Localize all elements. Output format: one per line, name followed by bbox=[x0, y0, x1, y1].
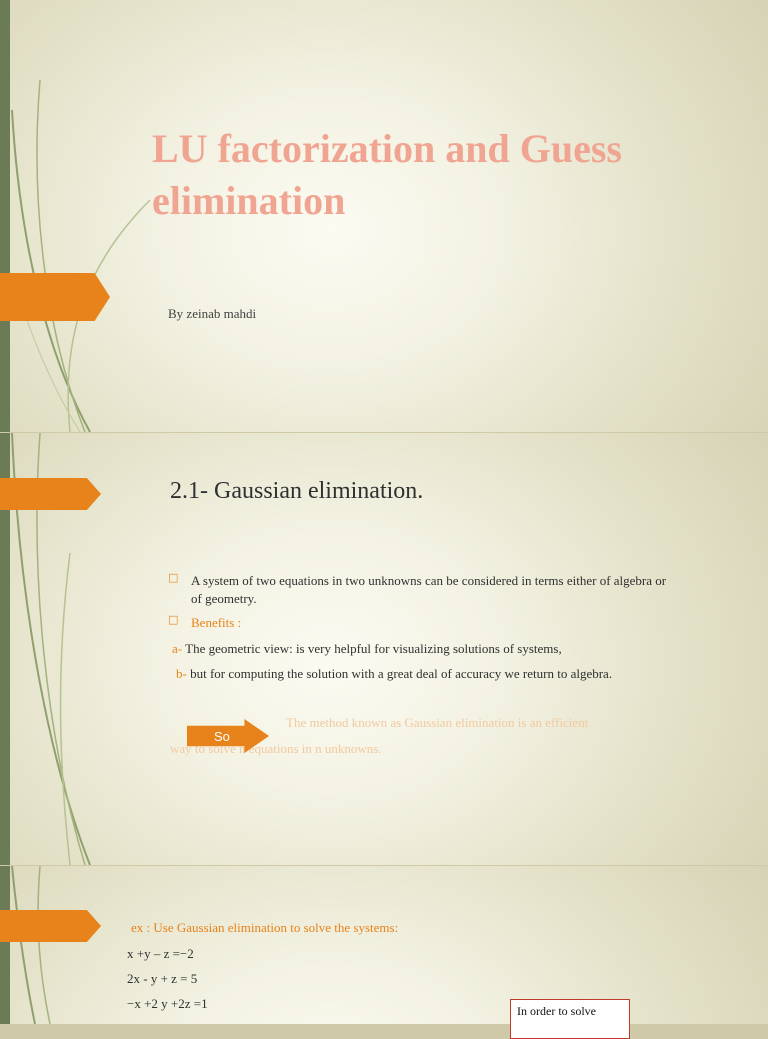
bullet-icon: □ bbox=[168, 571, 179, 584]
item-b-marker: b- bbox=[176, 666, 187, 681]
section-heading: 2.1- Gaussian elimination. bbox=[170, 478, 424, 504]
slide-title: LU factorization and Guess elimination bbox=[152, 126, 622, 223]
orange-arrow-tab bbox=[0, 910, 101, 942]
method-text-line-1: The method known as Gaussian elimination is an efficient bbox=[286, 715, 589, 730]
slide-1 bbox=[0, 0, 768, 432]
equation-3: −x +2 y +2z =1 bbox=[127, 996, 208, 1011]
item-a bbox=[172, 640, 562, 657]
item-b bbox=[176, 665, 612, 682]
so-arrow-shape bbox=[187, 719, 269, 753]
item-a-marker: a- bbox=[172, 641, 183, 656]
method-text-line-2: way to solve n equations in n unknowns. bbox=[170, 741, 382, 756]
slide-3 bbox=[0, 866, 768, 1024]
benefits-label: Benefits : bbox=[191, 615, 242, 630]
orange-arrow-tab bbox=[0, 273, 110, 321]
example-label: ex : Use Gaussian elimination to solve the systems: bbox=[131, 920, 399, 935]
bullet-1-line-2: of geometry. bbox=[191, 591, 257, 606]
equation-2: 2x - y + z = 5 bbox=[127, 971, 198, 986]
note-box-text: In order to solve bbox=[517, 1004, 596, 1018]
orange-arrow-tab bbox=[0, 478, 101, 510]
note-box bbox=[510, 999, 630, 1039]
equation-1: x +y – z =−2 bbox=[127, 946, 194, 961]
author-byline: By zeinab mahdi bbox=[168, 306, 257, 321]
bullet-1-line-1: A system of two equations in two unknowns can be considered in terms either of algebra or bbox=[191, 573, 667, 588]
item-a-text: The geometric view: is very helpful for visualizing solutions of systems, bbox=[182, 641, 562, 656]
so-label: So bbox=[214, 729, 230, 744]
item-b-text: but for computing the solution with a great deal of accuracy we return to algebra. bbox=[186, 666, 613, 681]
bullet-icon: □ bbox=[168, 613, 179, 626]
